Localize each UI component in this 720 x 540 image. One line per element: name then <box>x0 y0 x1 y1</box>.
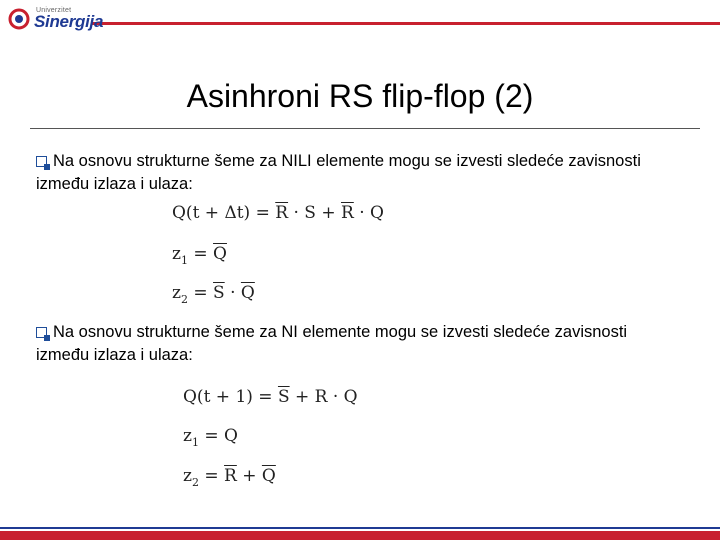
formula-text: $\overline{Q}$ <box>213 244 227 264</box>
formula-text: + <box>236 466 262 486</box>
formula-text: z <box>172 283 181 303</box>
paragraph-ni-line2: između izlaza i ulaza: <box>36 346 193 364</box>
formula-text: 2 <box>191 476 199 489</box>
formula-ni-z1 <box>183 426 238 449</box>
formula-text: · Q <box>353 203 384 223</box>
formula-text: = <box>187 283 214 303</box>
formula-text: $\overline{S}$ <box>277 387 290 407</box>
logo-mark-icon <box>8 8 30 30</box>
logo-small-text: Univerzitet <box>36 7 72 14</box>
formula-text: 1 <box>191 436 199 449</box>
formula-text: $\overline{Q}$ <box>261 466 276 486</box>
formula-text: 2 <box>180 293 188 306</box>
paragraph-nili-line1: Na osnovu strukturne šeme za NILI elemente mogu se izvesti sledeće zavisnosti <box>53 152 641 170</box>
footer-bar <box>0 531 720 540</box>
university-logo <box>8 6 104 31</box>
paragraph-nili-line2: između izlaza i ulaza: <box>36 175 193 193</box>
formula-text: z <box>172 244 181 264</box>
formula-ni-q <box>183 387 358 407</box>
formula-text: $\overline{R}$ <box>224 466 237 486</box>
paragraph-ni <box>36 321 706 367</box>
formula-nili-z2 <box>172 283 255 306</box>
paragraph-ni-line1: Na osnovu strukturne šeme za NI elemente mogu se izvesti sledeće zavisnosti <box>53 323 628 341</box>
formula-text: Q(t + Δt) = <box>172 203 276 223</box>
title-divider <box>30 128 700 129</box>
formula-text: z <box>183 426 192 446</box>
formula-text: $\overline{R}$ <box>275 203 289 223</box>
formula-text: + R · Q <box>289 387 358 407</box>
formula-text: = Q <box>198 426 238 446</box>
formula-text: = <box>187 244 214 264</box>
logo-name: Sinergija <box>34 12 104 31</box>
formula-text: $\overline{Q}$ <box>240 283 255 303</box>
paragraph-nili <box>36 150 706 196</box>
formula-text: 1 <box>180 254 188 267</box>
slide-title: Asinhroni RS flip-flop (2) <box>186 78 534 114</box>
formula-text: $\overline{R}$ <box>340 203 354 223</box>
formula-text: = <box>198 466 225 486</box>
header-bar <box>92 22 720 25</box>
formula-text: Q(t + 1) = <box>183 387 278 407</box>
footer-line <box>0 527 720 529</box>
formula-text: · <box>224 283 241 303</box>
bullet-icon <box>36 156 47 167</box>
formula-ni-z2 <box>183 466 276 489</box>
formula-text: $\overline{S}$ <box>213 283 225 303</box>
formula-text: · S + <box>288 203 341 223</box>
formula-nili-q <box>172 203 384 223</box>
formula-text: z <box>183 466 192 486</box>
formula-nili-z1 <box>172 244 227 267</box>
bullet-icon <box>36 327 47 338</box>
